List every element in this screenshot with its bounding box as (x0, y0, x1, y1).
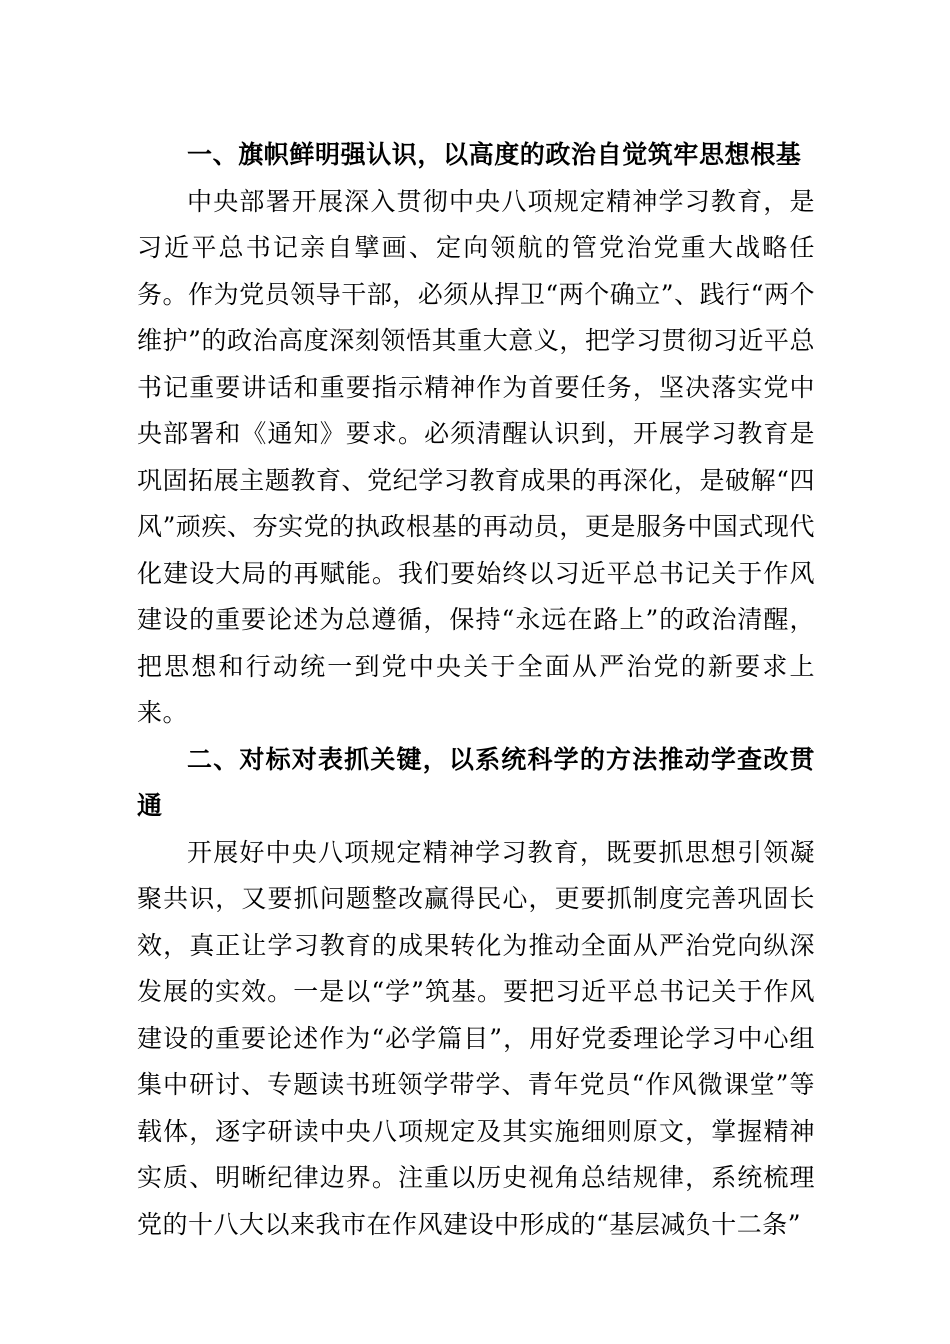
document-page (137, 132, 815, 1248)
section-2-paragraph: 开展好中央八项规定精神学习教育，既要抓思想引领凝聚共识，又要抓问题整改赢得民心，更要抓制度完善巩固长效，真正让学习教育的成果转化为推动全面从严治党向纵深发展的实效。一是以“学”筑基。要把习近平总书记关于作风建设的重要论述作为“必学篇目”，用好党委理论学习中心组集中研讨、专题读书班领学带学、青年党员“作风微课堂”等载体，逐字研读中央八项规定及其实施细则原文，掌握精神实质、明晰纪律边界。注重以历史视角总结规律，系统梳理党的十八大以来我市在作风建设中形成的“基层减负十二条” (137, 837, 815, 1239)
section-1-heading: 一、旗帜鲜明强认识，以高度的政治自觉筑牢思想根基 (187, 140, 802, 169)
section-2-heading: 二、对标对表抓关键，以系统科学的方法推动学查改贯通 (137, 744, 815, 820)
section-1-paragraph: 中央部署开展深入贯彻中央八项规定精神学习教育，是习近平总书记亲自擘画、定向领航的管党治党重大战略任务。作为党员领导干部，必须从捍卫“两个确立”、践行“两个维护”的政治高度深刻领悟其重大意义，把学习贯彻习近平总书记重要讲话和重要指示精神作为首要任务，坚决落实党中央部署和《通知》要求。必须清醒认识到，开展学习教育是巩固拓展主题教育、党纪学习教育成果的再深化，是破解“四风”顽疾、夯实党的执政根基的再动员，更是服务中国式现代化建设大局的再赋能。我们要始终以习近平总书记关于作风建设的重要论述为总遵循，保持“永远在路上”的政治清醒，把思想和行动统一到党中央关于全面从严治党的新要求上来。 (137, 186, 815, 727)
